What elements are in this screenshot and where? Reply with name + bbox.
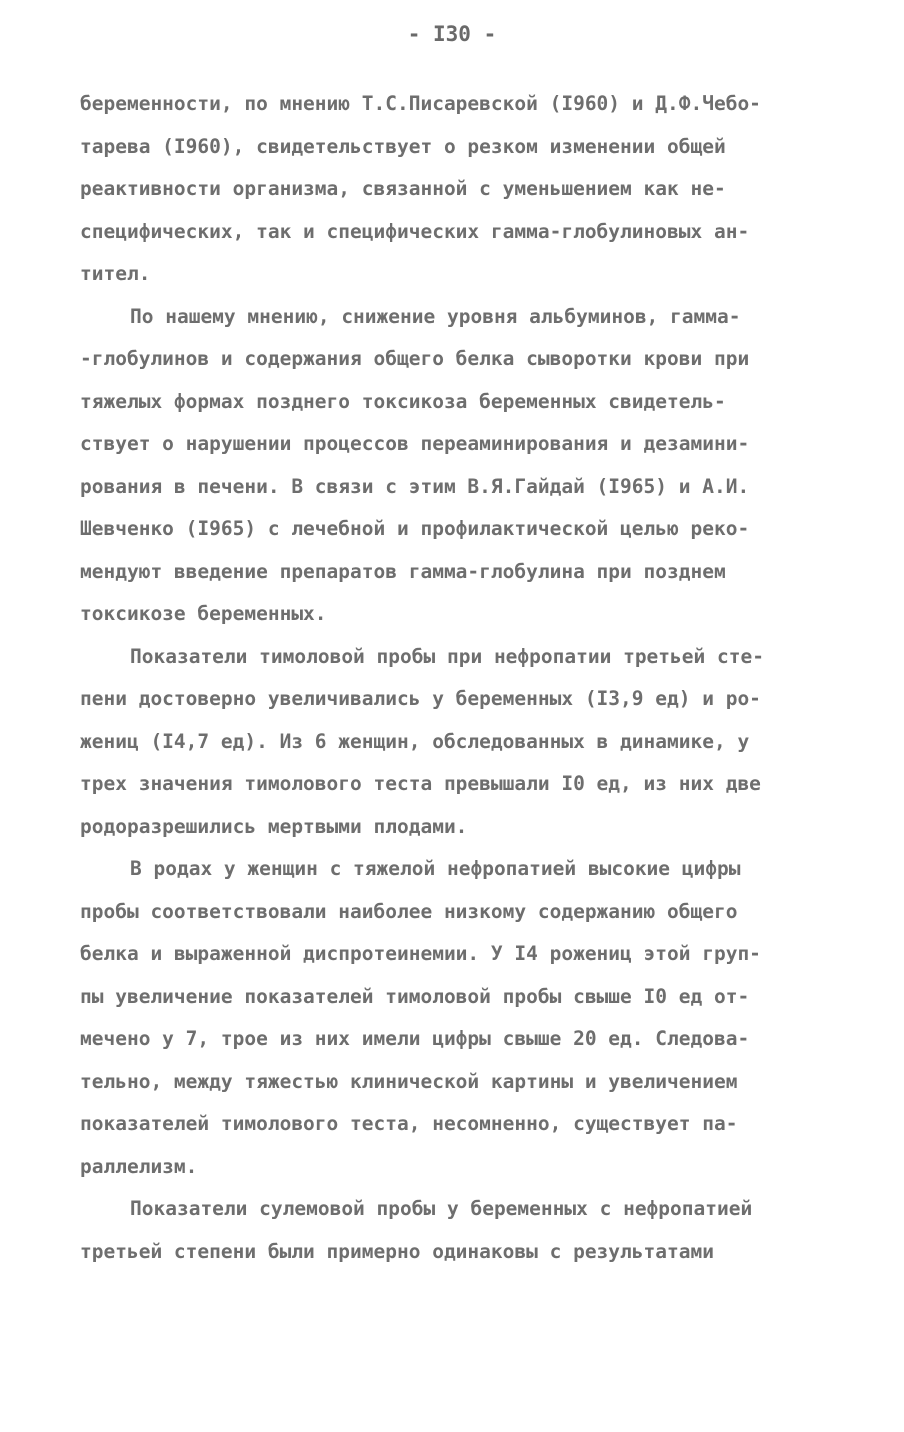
text-line: ствует о нарушении процессов переаминирования и дезамини- bbox=[80, 432, 750, 455]
text-line: тител. bbox=[80, 262, 151, 285]
body-text bbox=[80, 83, 830, 1273]
text-line: раллелизм. bbox=[80, 1154, 198, 1178]
text-line: пробы соответствовали наиболее низкому содержанию общего bbox=[80, 899, 738, 923]
text-line: специфических, так и специфических гамма-глобулиновых ан- bbox=[80, 219, 750, 243]
text-line: мендуют введение препаратов гамма-глобулина при позднем bbox=[80, 559, 726, 583]
text-line: родоразрешились мертвыми плодами. bbox=[80, 814, 468, 838]
text-line: рования в печени. В связи с этим В.Я.Гайдай (I965) и А.И. bbox=[80, 474, 750, 498]
text-line: тяжелых формах позднего токсикоза беременных свидетель- bbox=[80, 389, 726, 413]
text-line: По нашему мнению, снижение уровня альбуминов, гамма- bbox=[130, 304, 741, 328]
text-line: тарева (I960), свидетельствует о резком изменении общей bbox=[80, 134, 726, 158]
text-line: мечено у 7, трое из них имели цифры свыше 20 ед. Следова- bbox=[80, 1027, 750, 1050]
text-line: пени достоверно увеличивались у беременных (I3,9 ед) и ро- bbox=[80, 687, 761, 710]
text-line: беременности, по мнению Т.С.Писаревской (I960) и Д.Ф.Чебо- bbox=[80, 92, 761, 115]
text-line: В родах у женщин с тяжелой нефропатией высокие цифры bbox=[130, 857, 741, 880]
text-line: тельно, между тяжестью клинической картины и увеличением bbox=[80, 1069, 738, 1093]
text-line: трех значения тимолового теста превышали I0 ед, из них две bbox=[80, 772, 761, 795]
text-line: реактивности организма, связанной с уменьшением как не- bbox=[80, 177, 726, 200]
text-line: пы увеличение показателей тимоловой пробы свыше I0 ед от- bbox=[80, 984, 750, 1008]
text-line: Показатели тимоловой пробы при нефропатии третьей сте- bbox=[130, 644, 764, 668]
text-line: Показатели сулемовой пробы у беременных с нефропатией bbox=[130, 1197, 753, 1220]
text-line: Шевченко (I965) с лечебной и профилактической целью реко- bbox=[80, 517, 750, 540]
text-line: показателей тимолового теста, несомненно, существует па- bbox=[80, 1112, 738, 1135]
text-line: жениц (I4,7 ед). Из 6 женщин, обследованных в динамике, у bbox=[80, 729, 750, 753]
text-line: белка и выраженной диспротеинемии. У I4 рожениц этой груп- bbox=[80, 942, 761, 965]
text-line: -глобулинов и содержания общего белка сыворотки крови при bbox=[80, 347, 750, 370]
text-line: токсикозе беременных. bbox=[80, 602, 327, 625]
page-number: - I30 - bbox=[407, 22, 497, 46]
text-line: третьей степени были примерно одинаковы с результатами bbox=[80, 1239, 714, 1263]
